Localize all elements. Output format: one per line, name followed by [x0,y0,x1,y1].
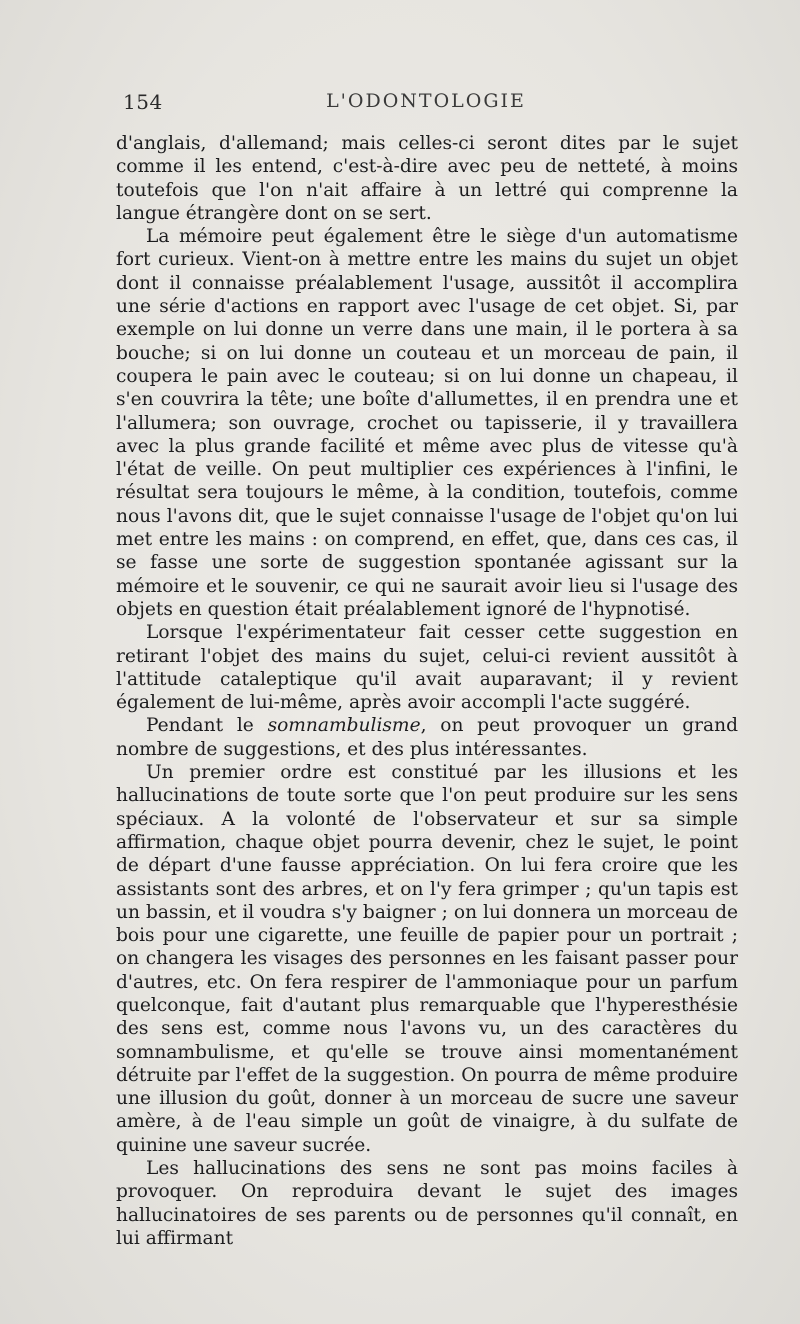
paragraph-suggestion-removal: Lorsque l'expérimentateur fait cesser cette suggestion en retirant l'objet des mains du sujet, celui-ci revient aussitôt à l'attitude cataleptique qu'il avait auparavant; il y revient également de lui-même, après avoir accompli l'acte suggéré. [116,622,738,714]
paragraph-somnambulism-before: Pendant le [146,715,268,737]
running-title: L'ODONTOLOGIE [326,90,526,112]
paragraph-somnambulism-after: , on peut provoquer un grand nombre de suggestions, et des plus intéressantes. [116,715,738,760]
page-header [113,90,739,120]
body-text [116,132,738,1250]
paragraph-memory-automatism: La mémoire peut également être le siège d'un automatisme fort curieux. Vient-on à mettre entre les mains du sujet un objet dont il connaisse préalablement l'usage, aussitôt il accomplira une série d'actions en rapport avec l'usage de cet objet. Si, par exemple on lui donne un verre dans une main, il le portera à sa bouche; si on lui donne un couteau et un morceau de pain, il coupera le pain avec le couteau; si on lui donne un chapeau, il s'en couvrira la tête; une boîte d'allumettes, il en prendra une et l'allumera; son ouvrage, crochet ou tapisserie, il y travaillera avec la plus grande facilité et même avec plus de vitesse qu'à l'état de veille. On peut multiplier ces expériences à l'infini, le résultat sera toujours le même, à la condition, toutefois, comme nous l'avons dit, que le sujet connaisse l'usage de l'objet qu'on lui met entre les mains : on comprend, en effet, que, dans ces cas, il se fasse une sorte de suggestion spontanée agissant sur la mémoire et le souvenir, ce qui ne saurait avoir lieu si l'usage des objets en question était préalablement ignoré de l'hypnotisé. [116,226,738,620]
page-number: 154 [123,90,163,114]
paragraph-hallucinations: Les hallucinations des sens ne sont pas moins faciles à provoquer. On reproduira devant le sujet des images hallucinatoires de ses parents ou de personnes qu'il connaît, en lui affirmant [116,1158,738,1249]
paragraph-illusions: Un premier ordre est constitué par les illusions et les hallucinations de toute sorte que l'on peut produire sur les sens spéciaux. A la volonté de l'observateur et sur sa simple affirmation, chaque objet pourra devenir, chez le sujet, le point de départ d'une fausse appréciation. On lui fera croire que les assistants sont des arbres, et on l'y fera grimper ; qu'un tapis est un bassin, et il voudra s'y baigner ; on lui donnera un morceau de bois pour une cigarette, une feuille de papier pour un portrait ; on changera les visages des personnes en les faisant passer pour d'autres, etc. On fera respirer de l'ammoniaque pour un parfum quelconque, fait d'autant plus remarquable que l'hyperesthésie des sens est, comme nous l'avons vu, un des caractères du somnambulisme, et qu'elle se trouve ainsi momentanément détruite par l'effet de la suggestion. On pourra de même produire une illusion du goût, donner à un morceau de sucre une saveur amère, à de l'eau simple un goût de vinaigre, à du sulfate de quinine une saveur sucrée. [116,762,738,1156]
somnambulism-emphasis: somnambulisme [267,715,421,737]
paragraph-somnambulism [116,714,738,761]
paragraph-continuation: d'anglais, d'allemand; mais celles-ci seront dites par le sujet comme il les entend, c'est-à-dire avec peu de netteté, à moins toutefois que l'on n'ait affaire à un lettré qui comprenne la langue étrangère dont on se sert. [116,133,738,224]
